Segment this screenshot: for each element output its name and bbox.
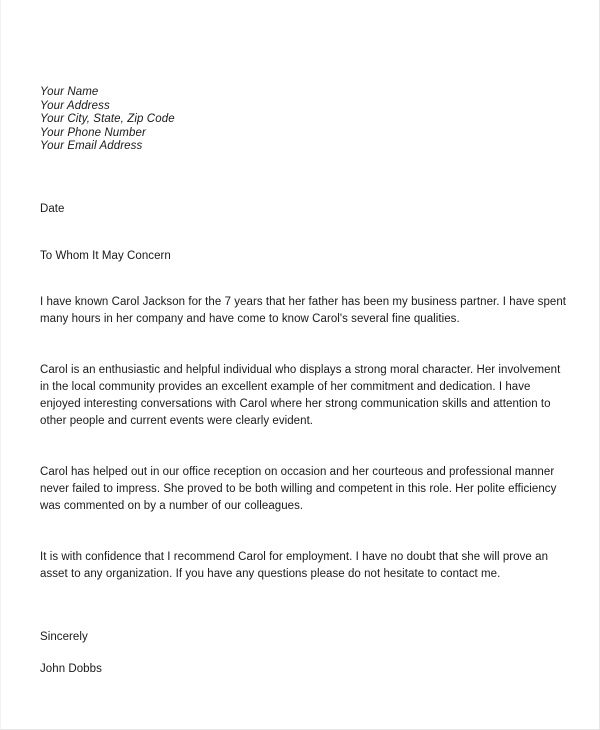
body-paragraph-4: It is with confidence that I recommend Carol for employment. I have no doubt that she will prove an asset to any organization. If you have any questions please do not hesitate to contact me. <box>40 550 549 580</box>
body-paragraph-2: Carol is an enthusiastic and helpful individual who displays a strong moral character. Her involvement in the local community provides an excellent example of her commitment and dedication. I have enjoyed interesting conversations with Carol where her strong communication skills and attention to other people and current events were clearly evident. <box>40 363 561 427</box>
body-paragraphs <box>40 294 570 583</box>
closing-block <box>40 629 570 677</box>
valediction-line: Sincerely <box>40 630 88 643</box>
sender-line-email: Your Email Address <box>40 140 143 152</box>
sender-line-address: Your Address <box>40 99 110 112</box>
salutation-line: To Whom It May Concern <box>40 249 171 262</box>
sender-line-phone: Your Phone Number <box>40 126 146 139</box>
sender-line-city-state-zip: Your City, State, Zip Code <box>40 113 175 125</box>
letter-body <box>40 86 570 677</box>
date-line: Date <box>40 202 65 215</box>
sender-address-block <box>40 86 570 154</box>
sender-line-name: Your Name <box>40 86 99 98</box>
body-paragraph-1: I have known Carol Jackson for the 7 years that her father has been my business partner. I have spent many hours in her company and have come to know Carol's several fine qualities. <box>40 295 567 325</box>
signature-name-line: John Dobbs <box>40 662 102 675</box>
body-paragraph-3: Carol has helped out in our office reception on occasion and her courteous and professional manner never failed to impress. She proved to be both willing and competent in this role. Her polite efficiency was commented on by a number of our colleagues. <box>40 465 557 512</box>
